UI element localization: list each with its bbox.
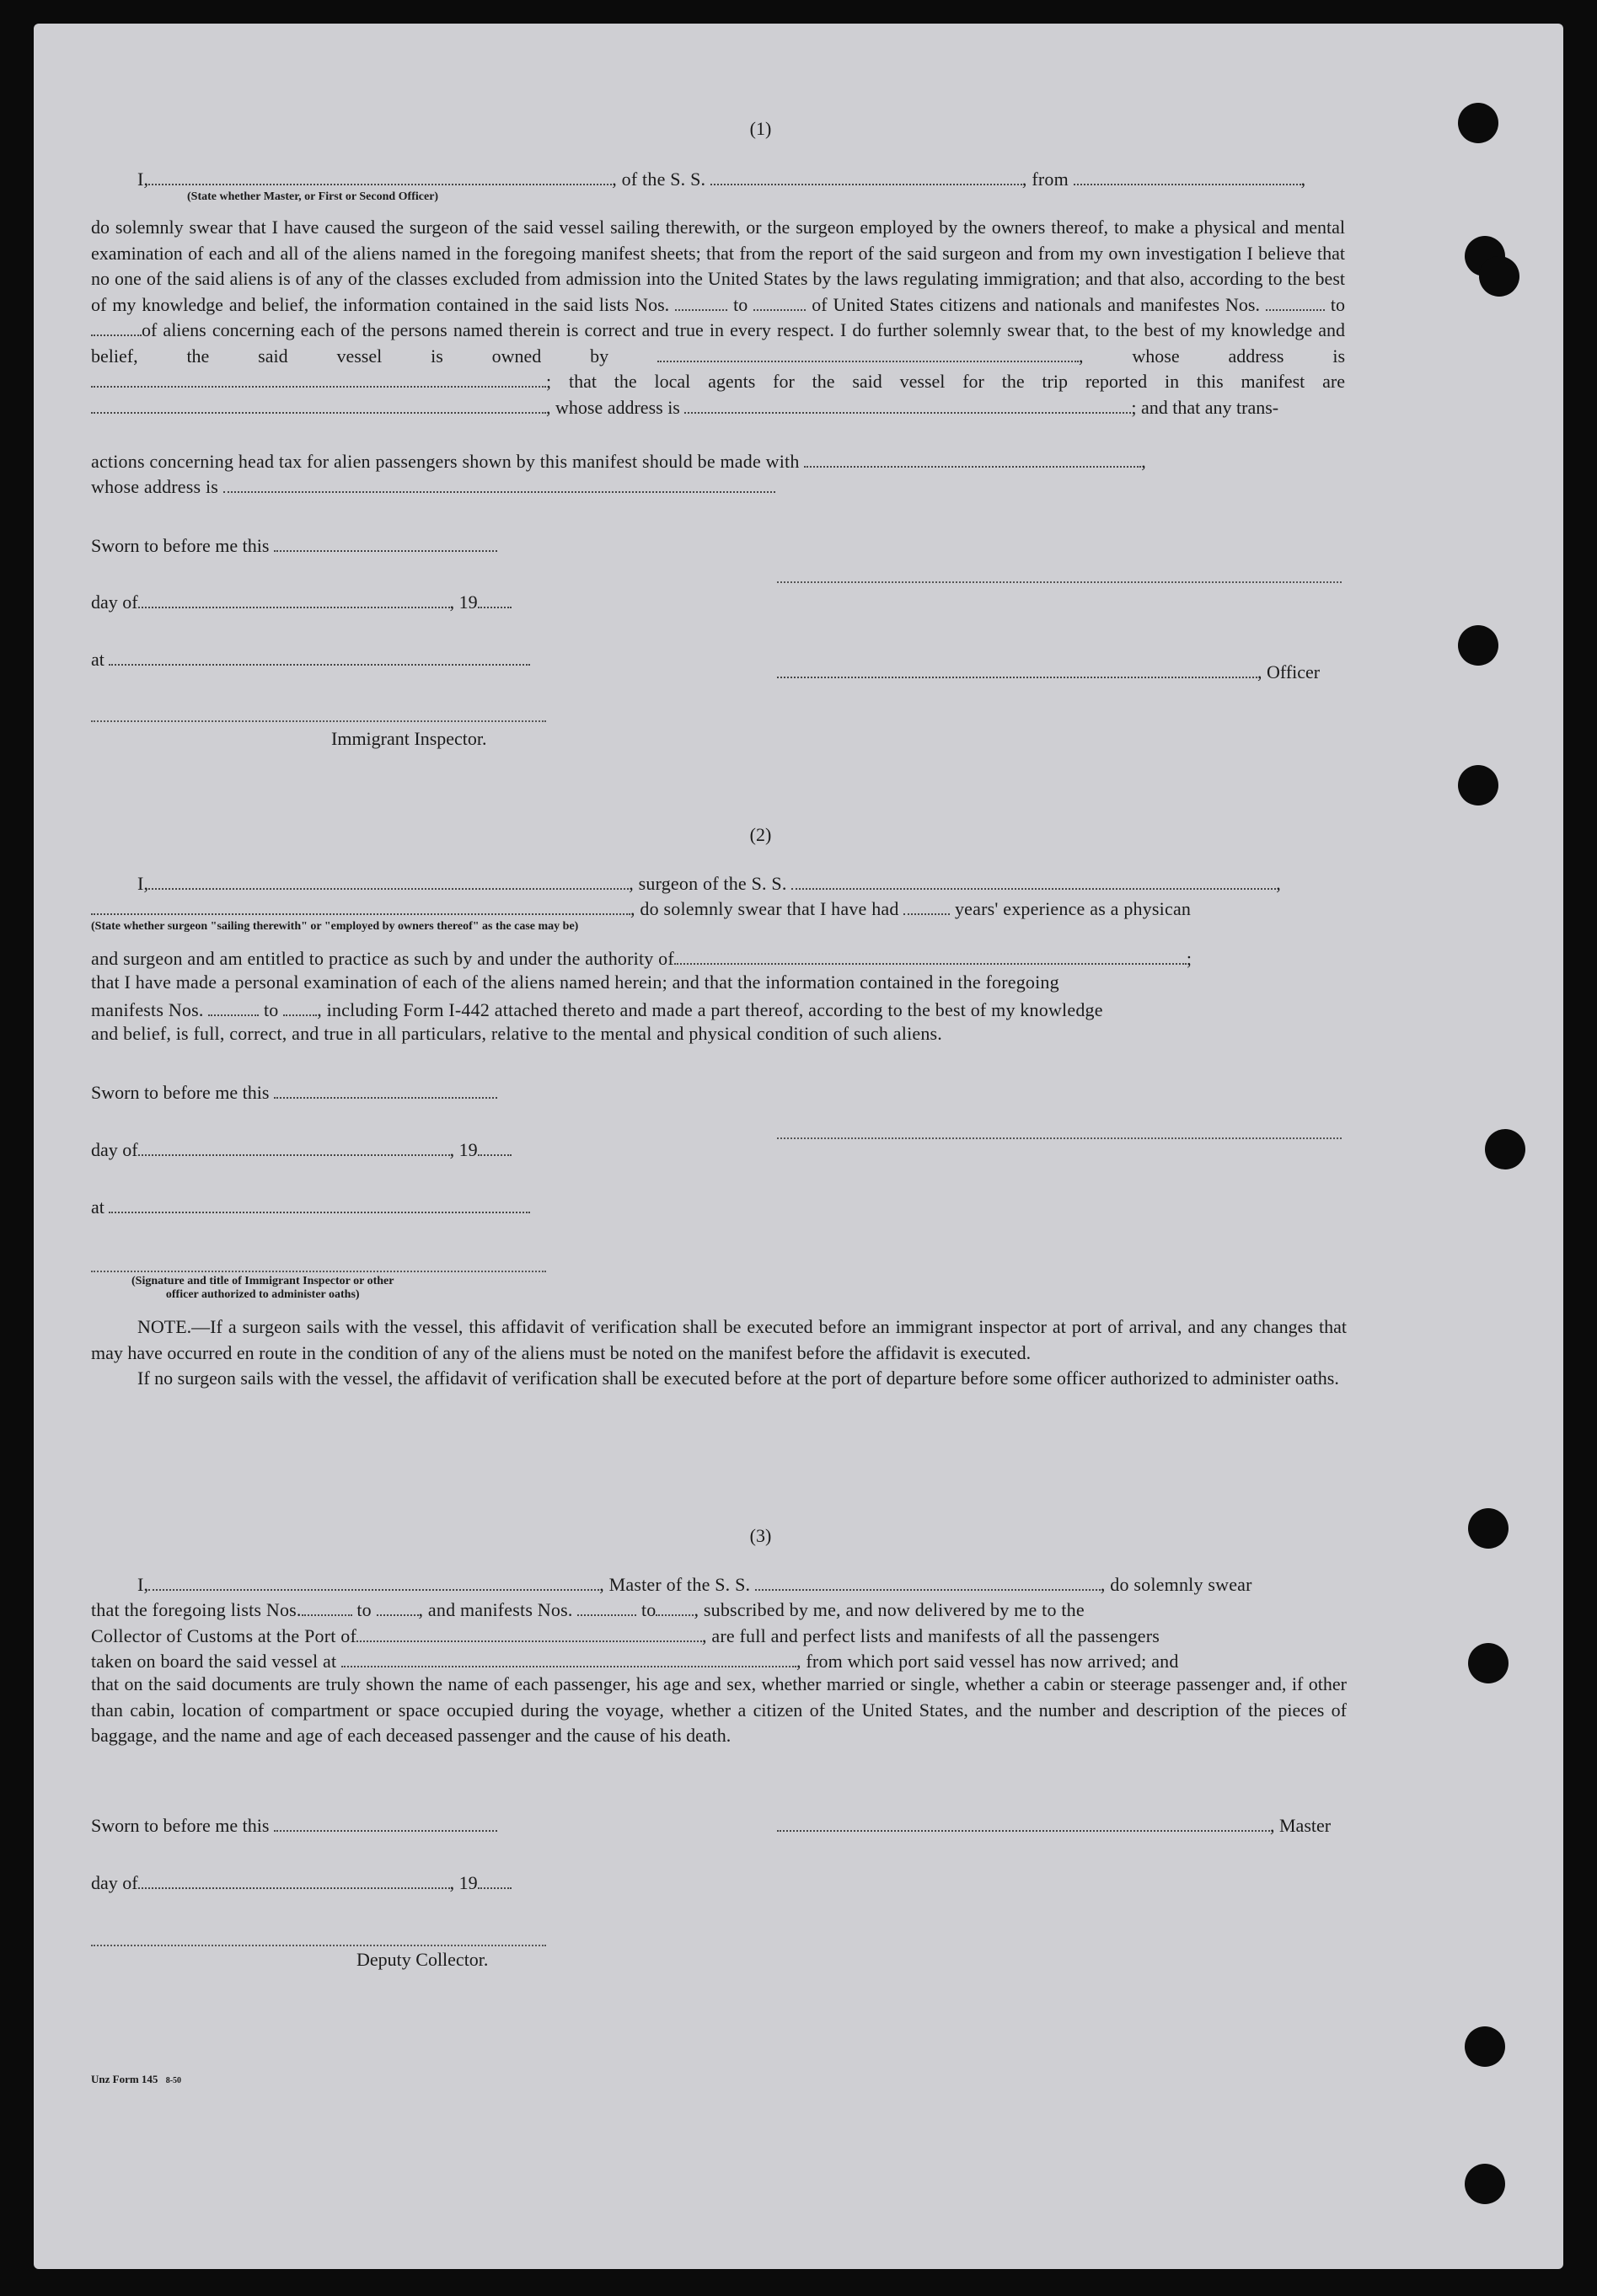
text: , 19 xyxy=(449,1871,478,1893)
section-2-number: (2) xyxy=(749,824,772,845)
text: , xyxy=(1276,872,1281,894)
punch-hole xyxy=(1479,256,1519,297)
text: actions concerning head tax for alien passengers shown by this manifest should be made with xyxy=(91,450,800,472)
text: Sworn to before me this xyxy=(91,1814,270,1836)
text: to xyxy=(1330,293,1346,315)
text: , do solemnly swear xyxy=(1100,1573,1252,1595)
sig-note-line-2: officer authorized to administer oaths) xyxy=(165,1288,360,1301)
text: I, xyxy=(137,168,149,190)
sworn-date-field[interactable] xyxy=(274,1813,497,1832)
owner-address-field[interactable] xyxy=(91,369,546,388)
text: , whose address is xyxy=(1079,345,1346,367)
year-field[interactable] xyxy=(478,590,512,608)
agents-field[interactable] xyxy=(91,395,546,414)
at-place-field[interactable] xyxy=(109,647,530,666)
text: to xyxy=(640,1598,656,1620)
lists-from-field[interactable] xyxy=(302,1598,352,1616)
section-3-paragraph xyxy=(91,1672,1347,1749)
section-2-line-4 xyxy=(91,971,1059,993)
text: , from xyxy=(1021,168,1069,190)
text: , whose address is xyxy=(546,396,680,418)
lists-to-field[interactable] xyxy=(377,1598,419,1616)
authority-field[interactable] xyxy=(674,946,1187,965)
section-2-line-5 xyxy=(91,998,1103,1021)
text: ; that the local agents for the said vessel for the trip reported in this manifest are xyxy=(546,371,1345,392)
sworn-date-field[interactable] xyxy=(274,1080,497,1099)
vessel-name-field[interactable] xyxy=(710,167,1022,185)
text: , xyxy=(1141,450,1146,472)
day-of-field[interactable] xyxy=(138,590,450,608)
master-signature-field[interactable] xyxy=(777,1813,1270,1832)
section-2-day xyxy=(91,1137,512,1161)
section-3-line-2 xyxy=(91,1598,1085,1621)
collector-label: Deputy Collector. xyxy=(356,1949,489,1970)
sig-note xyxy=(131,1275,394,1302)
text: Sworn to before me this xyxy=(91,1081,270,1103)
owner-field[interactable] xyxy=(657,344,1079,362)
vessel-name-field[interactable] xyxy=(791,871,1276,890)
master-name-field[interactable] xyxy=(148,1572,599,1591)
text: and belief, is full, correct, and true in all particulars, relative to the mental and physical condition of such aliens. xyxy=(91,1023,943,1044)
section-3-line-4 xyxy=(91,1649,1179,1672)
text: do solemnly swear that I have caused the surgeon of the said vessel sailing therewith, or the surgeon employed by the owners thereof, to make a physical and mental examination of each and all of the aliens named in the foregoing manifest sheets; that from the report of the said surgeon and from my own investigation I believe that no one of the said aliens is of any of the classes excluded from admission into the United States by the laws regulating immigration; and that also, according to the best of my knowledge and belief, the information contained in the said lists Nos. xyxy=(91,217,1345,315)
text: I, xyxy=(137,872,149,894)
at-place-field[interactable] xyxy=(109,1195,530,1213)
officer-signature-field[interactable] xyxy=(777,660,1257,678)
text: of United States citizens and nationals and manifestes Nos. xyxy=(812,293,1260,315)
section-1-day xyxy=(91,590,512,613)
form-code: 8-50 xyxy=(165,2076,182,2085)
text: whose address is xyxy=(91,475,219,497)
sworn-date-field[interactable] xyxy=(274,533,497,552)
section-3-text: that on the said documents are truly shown the name of each passenger, his age and sex, whether married or single, whether a cabin or steerage passenger and, if other than cabin, location of compartment or space occupied during the voyage, whether a citizen of the United States, and the number and description of the pieces of baggage, and the name and age of each deceased passenger and the cause of his death. xyxy=(91,1673,1347,1746)
text: , Master xyxy=(1270,1814,1332,1836)
inspector-signature-line[interactable] xyxy=(91,719,546,722)
head-tax-field[interactable] xyxy=(804,449,1141,468)
manifests-from-field[interactable] xyxy=(208,998,259,1016)
text: , Officer xyxy=(1257,661,1321,682)
section-1-number: (1) xyxy=(749,118,772,139)
text: at xyxy=(91,1196,105,1218)
section-2-sworn xyxy=(91,1080,497,1104)
text: manifests Nos. xyxy=(91,998,204,1020)
note-paragraph xyxy=(91,1314,1347,1392)
section-1-at xyxy=(91,647,530,671)
sig-note-line-1: (Signature and title of Immigrant Inspector or other xyxy=(131,1275,394,1287)
surgeon-name-field[interactable] xyxy=(148,871,629,890)
text: day of xyxy=(91,1871,138,1893)
officer-signature xyxy=(777,660,1320,683)
text: of aliens concerning each of the persons named therein is correct and true in every respect. I do further solemnly swear that, to the best of my knowledge and belief, the said vessel is owned by xyxy=(91,319,1345,367)
text: ; xyxy=(1186,947,1192,969)
text: ; and that any trans- xyxy=(1131,396,1279,418)
years-field[interactable] xyxy=(903,896,950,915)
manifests-to-field[interactable] xyxy=(656,1598,694,1616)
text: , of the S. S. xyxy=(612,168,706,190)
text: , and manifests Nos. xyxy=(418,1598,573,1620)
section-2-line-6 xyxy=(91,1023,942,1045)
text: , xyxy=(1300,168,1306,190)
section-3-day xyxy=(91,1871,512,1894)
text: day of xyxy=(91,1138,138,1160)
text: , are full and perfect lists and manifests of all the passengers xyxy=(701,1624,1160,1646)
section-3-sworn xyxy=(91,1813,497,1837)
from-port-field[interactable] xyxy=(1074,167,1301,185)
text: taken on board the said vessel at xyxy=(91,1650,337,1672)
punch-hole xyxy=(1465,2164,1505,2204)
inspector-label: Immigrant Inspector. xyxy=(331,728,487,749)
text: , Master of the S. S. xyxy=(599,1573,751,1595)
note-1: NOTE.—If a surgeon sails with the vessel, this affidavit of verification shall be executed before an immigrant inspector at port of arrival, and any changes that may have occurred en route in the condition of any of the aliens must be noted on the manifest before the affidavit is executed. xyxy=(91,1316,1347,1363)
punch-hole xyxy=(1458,765,1498,805)
surgeon-signature-line[interactable] xyxy=(777,1136,1342,1139)
section-2-line-1 xyxy=(137,871,1281,895)
text: , from which port said vessel has now arrived; and xyxy=(796,1650,1179,1672)
section-2-line-3 xyxy=(91,946,1192,970)
punch-hole xyxy=(1468,1643,1509,1683)
section-3-line-3 xyxy=(91,1624,1160,1647)
form-number xyxy=(91,2073,181,2086)
inspector-signature-line[interactable] xyxy=(91,1269,546,1272)
text: day of xyxy=(91,591,138,613)
agents-address-field[interactable] xyxy=(684,395,1131,414)
manifests-from-field[interactable] xyxy=(577,1598,636,1616)
form-label: Unz Form 145 xyxy=(91,2073,158,2085)
text: Sworn to before me this xyxy=(91,534,270,556)
text: and surgeon and am entitled to practice as such by and under the authority of xyxy=(91,947,674,969)
text: Collector of Customs at the Port of xyxy=(91,1624,356,1646)
section-2-line-2 xyxy=(91,896,1191,920)
surgeon-note: (State whether surgeon "sailing therewith" or "employed by owners thereof" as the case may be) xyxy=(91,920,579,933)
text: to xyxy=(263,998,279,1020)
text: , subscribed by me, and now delivered by me to the xyxy=(694,1598,1085,1620)
master-name-field[interactable] xyxy=(148,167,612,185)
manifests-from-field[interactable] xyxy=(1266,292,1325,311)
year-field[interactable] xyxy=(478,1871,512,1889)
surgeon-type-field[interactable] xyxy=(91,896,630,915)
master-signature xyxy=(777,1813,1331,1837)
lists-from-field[interactable] xyxy=(675,292,727,311)
text: that I have made a personal examination of each of the aliens named herein; and that the information contained in the foregoing xyxy=(91,971,1059,993)
text: , 19 xyxy=(449,591,478,613)
year-field[interactable] xyxy=(478,1137,512,1156)
section-1-line-head-tax xyxy=(91,449,1146,473)
section-3-line-1 xyxy=(137,1572,1252,1596)
punch-hole xyxy=(1465,2026,1505,2067)
text: , 19 xyxy=(449,1138,478,1160)
section-1-sworn xyxy=(91,533,497,557)
day-of-field[interactable] xyxy=(138,1871,450,1889)
text: to xyxy=(733,293,748,315)
section-3-number: (3) xyxy=(749,1525,772,1546)
manifests-to-field[interactable] xyxy=(283,998,317,1016)
text: to xyxy=(356,1598,372,1620)
signature-line[interactable] xyxy=(777,580,1342,583)
text: that the foregoing lists Nos. xyxy=(91,1598,302,1620)
text: , including Form I-442 attached thereto and made a part thereof, according to the best of my knowledge xyxy=(317,998,1103,1020)
vessel-name-field[interactable] xyxy=(755,1572,1101,1591)
section-2-at xyxy=(91,1195,530,1218)
note-2: If no surgeon sails with the vessel, the affidavit of verification shall be executed before at the port of departure before some officer authorized to administer oaths. xyxy=(137,1367,1339,1389)
head-tax-address-field[interactable] xyxy=(223,474,775,493)
text: at xyxy=(91,648,105,670)
punch-hole xyxy=(1458,625,1498,666)
section-1-line-address xyxy=(91,474,775,498)
section-1-paragraph xyxy=(91,215,1345,420)
port-field[interactable] xyxy=(356,1624,702,1642)
text: , surgeon of the S. S. xyxy=(629,872,787,894)
text: , do solemnly swear that I have had xyxy=(630,897,899,919)
boarding-port-field[interactable] xyxy=(341,1649,796,1667)
lists-to-field[interactable] xyxy=(753,292,806,311)
punch-hole xyxy=(1485,1129,1525,1169)
text: I, xyxy=(137,1573,149,1595)
manifests-to-field[interactable] xyxy=(91,318,142,336)
section-1-line-1 xyxy=(137,167,1305,190)
text: years' experience as a physican xyxy=(954,897,1192,919)
day-of-field[interactable] xyxy=(138,1137,450,1156)
collector-signature-line[interactable] xyxy=(91,1943,546,1946)
officer-note: (State whether Master, or First or Second Officer) xyxy=(187,190,439,203)
